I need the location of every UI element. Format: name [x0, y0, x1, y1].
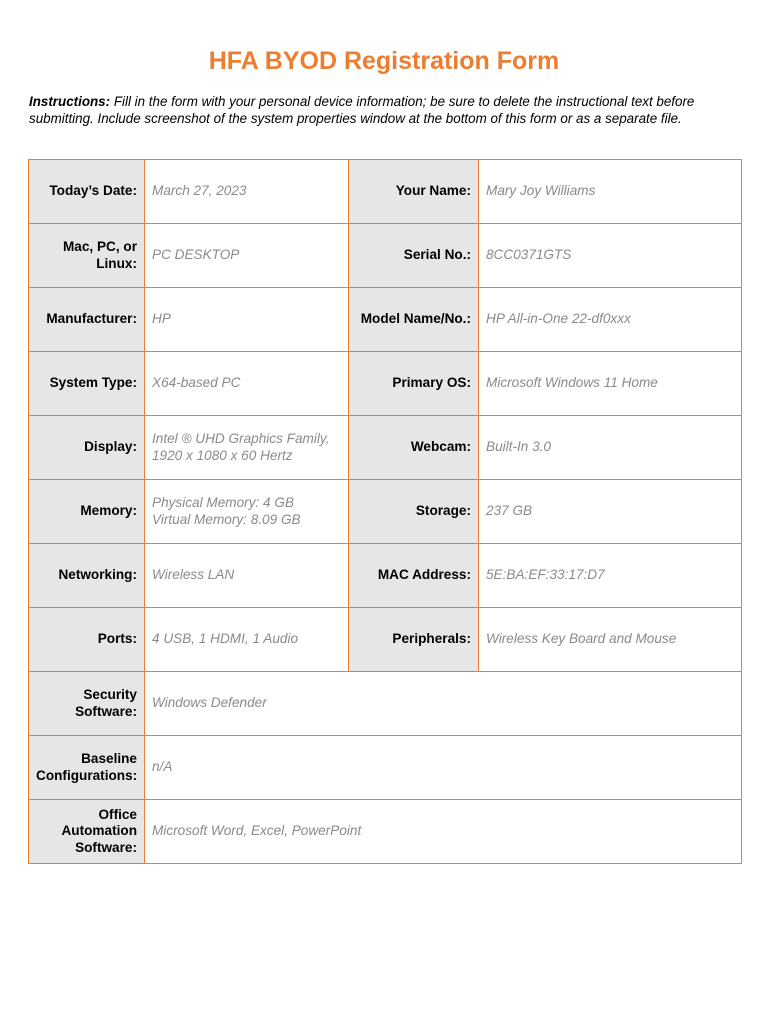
display-label: Display:: [29, 416, 145, 480]
webcam-value[interactable]: Built-In 3.0: [479, 416, 742, 480]
system-type-value[interactable]: X64-based PC: [145, 352, 349, 416]
form-row-ports: [29, 608, 742, 672]
instructions-label: Instructions:: [29, 94, 111, 109]
form-row-baseline: [29, 736, 742, 800]
networking-label: Networking:: [29, 544, 145, 608]
todays-date-label: Today’s Date:: [29, 160, 145, 224]
memory-value[interactable]: [145, 480, 349, 544]
page-title: HFA BYOD Registration Form: [208, 47, 560, 75]
primary-os-label: Primary OS:: [349, 352, 479, 416]
memory-label: Memory:: [29, 480, 145, 544]
ports-label: Ports:: [29, 608, 145, 672]
instructions-text: Fill in the form with your personal device information; be sure to delete the instructional text before submitting. Include screenshot of the system properties window at the bottom of this form or as a separate file.: [29, 94, 695, 126]
ports-value[interactable]: 4 USB, 1 HDMI, 1 Audio: [145, 608, 349, 672]
office-automation-value[interactable]: Microsoft Word, Excel, PowerPoint: [145, 800, 742, 864]
networking-value[interactable]: Wireless LAN: [145, 544, 349, 608]
form-row-office: [29, 800, 742, 864]
form-row-date: [29, 160, 742, 224]
security-software-label: Security Software:: [29, 672, 145, 736]
form-row-platform: [29, 224, 742, 288]
peripherals-label: Peripherals:: [349, 608, 479, 672]
form-row-display: [29, 416, 742, 480]
mac-address-label: MAC Address:: [349, 544, 479, 608]
model-name-label: Model Name/No.:: [349, 288, 479, 352]
system-type-label: System Type:: [29, 352, 145, 416]
form-row-memory: [29, 480, 742, 544]
form-row-system: [29, 352, 742, 416]
model-name-value[interactable]: HP All-in-One 22-df0xxx: [479, 288, 742, 352]
peripherals-value[interactable]: Wireless Key Board and Mouse: [479, 608, 742, 672]
baseline-configurations-value[interactable]: n/A: [145, 736, 742, 800]
form-row-manufacturer: [29, 288, 742, 352]
form-row-security: [29, 672, 742, 736]
primary-os-value[interactable]: Microsoft Windows 11 Home: [479, 352, 742, 416]
mac-address-value[interactable]: 5E:BA:EF:33:17:D7: [479, 544, 742, 608]
baseline-configurations-label: Baseline Configurations:: [29, 736, 145, 800]
platform-label: Mac, PC, or Linux:: [29, 224, 145, 288]
platform-value[interactable]: PC DESKTOP: [145, 224, 349, 288]
display-value[interactable]: Intel ® UHD Graphics Family, 1920 x 1080 x 60 Hertz: [145, 416, 349, 480]
physical-memory-value: Physical Memory: 4 GB: [152, 495, 295, 510]
serial-no-value[interactable]: 8CC0371GTS: [479, 224, 742, 288]
your-name-value[interactable]: Mary Joy Williams: [479, 160, 742, 224]
security-software-value[interactable]: Windows Defender: [145, 672, 742, 736]
manufacturer-value[interactable]: HP: [145, 288, 349, 352]
office-automation-label: Office Automation Software:: [29, 800, 145, 864]
serial-no-label: Serial No.:: [349, 224, 479, 288]
virtual-memory-value: Virtual Memory: 8.09 GB: [152, 511, 301, 527]
manufacturer-label: Manufacturer:: [29, 288, 145, 352]
form-row-networking: [29, 544, 742, 608]
instructions: [29, 94, 699, 127]
storage-value[interactable]: 237 GB: [479, 480, 742, 544]
your-name-label: Your Name:: [349, 160, 479, 224]
storage-label: Storage:: [349, 480, 479, 544]
todays-date-value[interactable]: March 27, 2023: [145, 160, 349, 224]
registration-form-table: [28, 159, 742, 864]
webcam-label: Webcam:: [349, 416, 479, 480]
